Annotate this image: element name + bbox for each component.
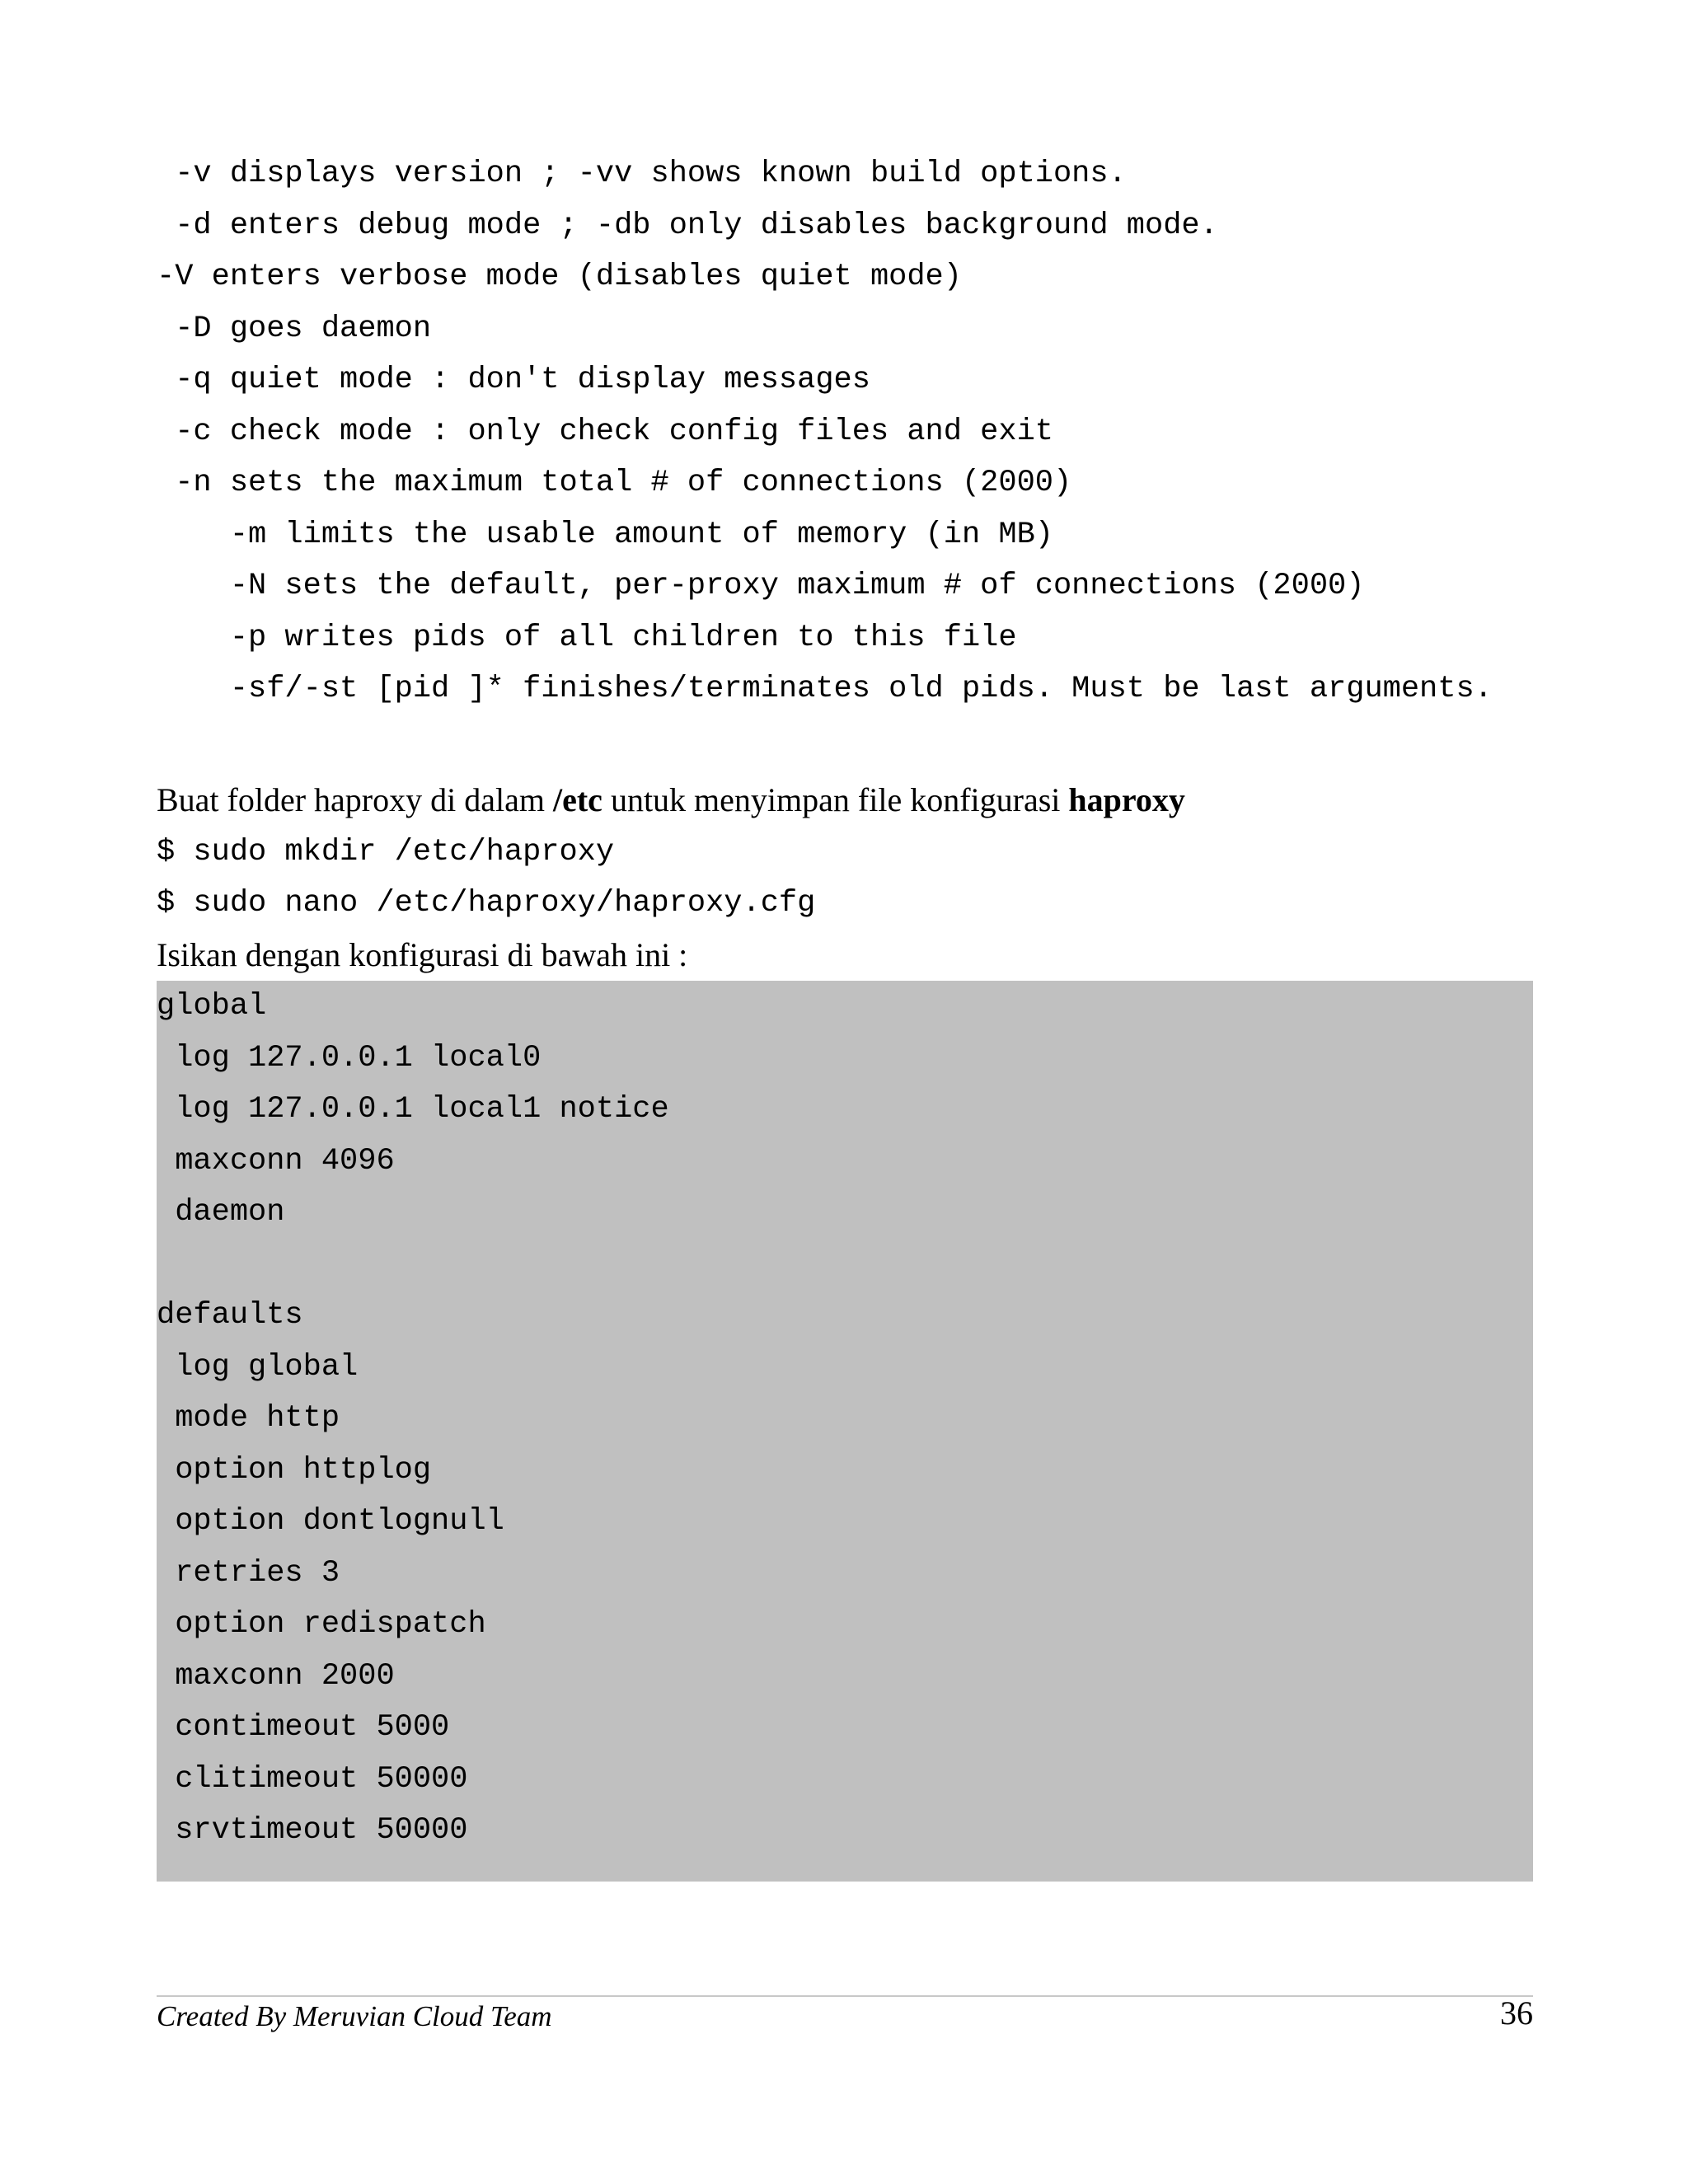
fill-instruction: Isikan dengan konfigurasi di bawah ini :	[157, 935, 688, 973]
config-line: maxconn 4096	[157, 1143, 395, 1179]
help-line: -m limits the usable amount of memory (in MB)	[157, 517, 1053, 552]
config-line: mode http	[157, 1401, 340, 1436]
intro-text: untuk menyimpan file konfigurasi	[602, 781, 1069, 818]
config-line: option dontlognull	[157, 1504, 504, 1539]
config-line: option redispatch	[157, 1607, 486, 1642]
config-line: maxconn 2000	[157, 1658, 395, 1694]
page-number: 36	[1500, 1994, 1533, 2032]
config-line	[157, 1239, 1533, 1291]
help-line: -sf/-st [pid ]* finishes/terminates old pids. Must be last arguments.	[157, 672, 1493, 706]
config-line: log global	[157, 1349, 359, 1385]
help-line: -D goes daemon	[157, 311, 432, 346]
config-line: clitimeout 50000	[157, 1761, 468, 1797]
config-line: log 127.0.0.1 local1 notice	[157, 1092, 669, 1127]
help-line: -N sets the default, per-proxy maximum # of connections (2000)	[157, 569, 1365, 603]
help-line: -V enters verbose mode (disables quiet mode)	[157, 260, 962, 294]
config-line: log 127.0.0.1 local0	[157, 1040, 542, 1076]
document-page	[157, 148, 1533, 1882]
config-line: global	[157, 989, 267, 1024]
help-line: -n sets the maximum total # of connections (2000)	[157, 466, 1072, 500]
intro-bold-name: haproxy	[1068, 781, 1185, 818]
help-line: -p writes pids of all children to this file	[157, 620, 1017, 655]
config-line: daemon	[157, 1195, 285, 1230]
command-mkdir: $ sudo mkdir /etc/haproxy	[157, 834, 615, 869]
help-line: -c check mode : only check config files and exit	[157, 414, 1053, 449]
help-line: -d enters debug mode ; -db only disables background mode.	[157, 208, 1218, 243]
help-line: -q quiet mode : don't display messages	[157, 363, 870, 397]
config-line: defaults	[157, 1298, 303, 1333]
intro-paragraph	[157, 775, 1533, 827]
help-output	[157, 148, 1533, 715]
command-nano: $ sudo nano /etc/haproxy/haproxy.cfg	[157, 886, 816, 921]
config-line: srvtimeout 50000	[157, 1813, 468, 1848]
intro-text: Buat folder haproxy di dalam	[157, 781, 553, 818]
config-line: contimeout 5000	[157, 1710, 450, 1745]
footer-credit: Created By Meruvian Cloud Team	[157, 2000, 552, 2032]
config-code-block	[157, 981, 1533, 1882]
config-line: option httplog	[157, 1452, 432, 1488]
intro-bold-path: /etc	[552, 781, 603, 818]
config-line: retries 3	[157, 1555, 340, 1591]
blank-line	[157, 715, 1533, 767]
help-line: -v displays version ; -vv shows known build options.	[157, 157, 1127, 191]
